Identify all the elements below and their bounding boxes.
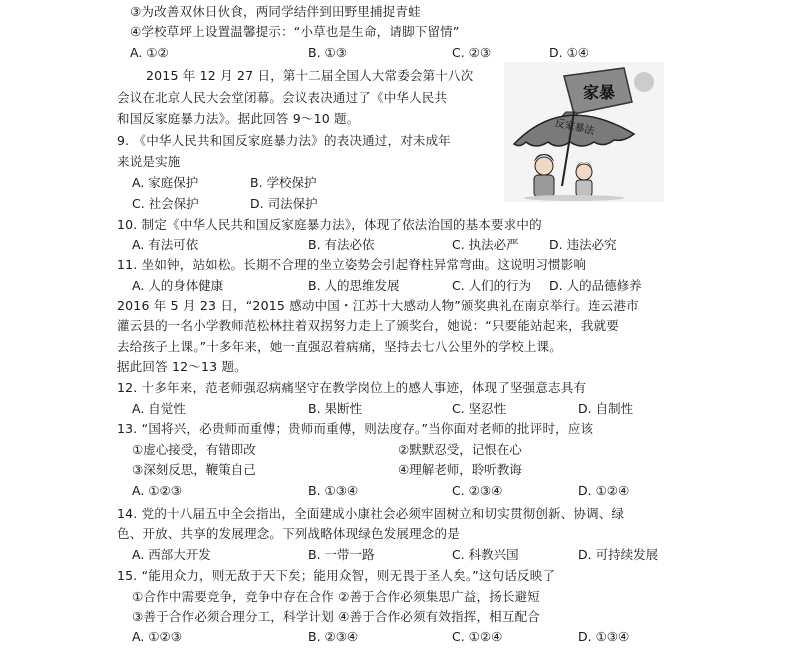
question-stem: 9. 《中华人民共和国反家庭暴力法》的表决通过，对未成年 [117,133,452,148]
passage-line: 灌云县的一名小学教师范松林拄着双拐努力走上了颁奖台，她说：“只要能站起来，我就要 [117,318,619,333]
answer-option: C. ①②④ [452,629,503,644]
question-stem: 12. 十多年来，范老师强忍病痛坚守在教学岗位上的感人事迹，体现了坚强意志具有 [117,380,587,395]
answer-option: C. ②③④ [452,483,503,498]
answer-option: C. 执法必严 [452,237,519,252]
statement-item: ②默默忍受，记恨在心 [398,442,522,457]
answer-option: A. 家庭保护 [132,175,199,190]
passage-line: 2016 年 5 月 23 日，“2015 感动中国・江苏十大感动人物”颁奖典礼在南京举行。连云港市 [117,298,639,313]
umbrella-text: 反家暴法 [553,118,596,138]
passage-line: 2015 年 12 月 27 日，第十二届全国人大常委会第十八次 [146,68,474,83]
answer-option: B. 人的思维发展 [308,278,400,293]
statement-item: ①虚心接受，有错即改 [132,442,256,457]
passage-line: 据此回答 12～13 题。 [117,359,247,374]
answer-option: D. 人的品德修养 [549,278,642,293]
answer-option: A. 有法可依 [132,237,199,252]
answer-option: C. 科教兴国 [452,547,519,562]
text-line: ④学校草坪上设置温馨提示：“小草也是生命，请脚下留情” [130,24,460,39]
anti-domestic-violence-illustration [504,62,664,202]
answer-option: A. ①②③ [132,629,182,644]
statement-item: ④理解老师，聆听教诲 [398,462,522,477]
statement-item: ③善于合作必须合理分工，科学计划 ④善于合作必须有效指挥，相互配合 [132,609,540,624]
text-line: ③为改善双休日伙食，两同学结伴到田野里捕捉青蛙 [130,4,421,19]
sign-text: 家暴 [582,83,616,102]
answer-option: B. ①③ [308,45,347,60]
passage-line: 和国反家庭暴力法》。据此回答 9～10 题。 [117,111,360,126]
statement-item: ③深刻反思，鞭策自己 [132,462,256,477]
answer-option: A. 人的身体健康 [132,278,224,293]
answer-option: C. 人们的行为 [452,278,532,293]
passage-line: 会议在北京人民大会堂闭幕。会议表决通过了《中华人民共 [117,90,448,105]
question-stem: 14. 党的十八届五中全会指出，全面建成小康社会必须牢固树立和切实贯彻创新、协调、绿 [117,506,625,521]
question-stem: 10. 制定《中华人民共和国反家庭暴力法》，体现了依法治国的基本要求中的 [117,217,542,232]
answer-option: C. ②③ [452,45,492,60]
question-stem: 13. “国将兴，必贵师而重傅；贵师而重傅，则法度存。”当你面对老师的批评时，应该 [117,421,594,436]
passage-line: 去给孩子上课。”十多年来，她一直强忍着病痛，坚持去七八公里外的学校上课。 [117,339,562,354]
answer-option: A. 西部大开发 [132,547,211,562]
answer-option: C. 坚忍性 [452,401,507,416]
answer-option: D. 自制性 [578,401,634,416]
answer-option: D. 违法必究 [549,237,617,252]
answer-option: A. 自觉性 [132,401,186,416]
answer-option: D. ①③④ [578,629,630,644]
answer-option: B. ②③④ [308,629,359,644]
question-stem: 15. “能用众力，则无敌于天下矣；能用众智，则无畏于圣人矣。”这句话反映了 [117,568,556,583]
answer-option: B. 果断性 [308,401,363,416]
statement-item: ①合作中需要竞争，竞争中存在合作 ②善于合作必须集思广益，扬长避短 [132,589,540,604]
answer-option: D. 可持续发展 [578,547,659,562]
question-stem: 来说是实施 [117,154,181,169]
question-stem: 11. 坐如钟，站如松。长期不合理的坐立姿势会引起脊柱异常弯曲。这说明习惯影响 [117,257,587,272]
answer-option: D. 司法保护 [250,196,318,211]
answer-option: B. 有法必依 [308,237,375,252]
answer-option: B. ①③④ [308,483,359,498]
answer-option: C. 社会保护 [132,196,199,211]
answer-option: D. ①④ [549,45,589,60]
woman-figure-icon [534,154,554,197]
answer-option: A. ①② [130,45,169,60]
answer-option: D. ①②④ [578,483,630,498]
answer-option: B. 学校保护 [250,175,317,190]
answer-option: A. ①②③ [132,483,182,498]
answer-option: B. 一带一路 [308,547,375,562]
question-stem: 色、开放、共享的发展理念。下列战略体现绿色发展理念的是 [117,526,460,541]
